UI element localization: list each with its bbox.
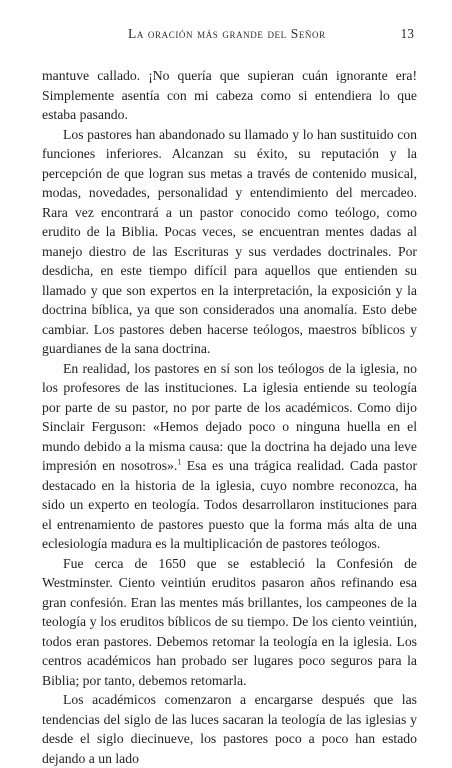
paragraph-1: mantuve callado. ¡No quería que supieran cuán ignorante era! Simplemente asentía con mi cabeza como si entendiera lo que estaba pasando. [42,68,417,122]
body-text [42,66,417,768]
paragraph-3-text-after-note: Esa es una trágica realidad. Cada pastor destacado en la historia de la iglesia, cuyo nombre reconozca, ha sido un experto en teología. Todos desarrollaron instituciones para el entrenamiento de pastores puesto que la forma más alta de una eclesiología madura es la multiplicación de pastores teólogos. [42,458,417,551]
paragraph-4: Fue cerca de 1650 que se estableció la Confesión de Westminster. Ciento veintiún eruditos pasaron años refinando esa gran confesión. Eran las mentes más brillantes, los campeones de la teología y los eruditos bíblicos de su tiempo. De los ciento veintiún, todos eran pastores. Debemos retomar la teología en la iglesia. Los centros académicos han probado ser lugares poco seguros para la Biblia; por tanto, debemos retomarla. [42,555,417,688]
paragraph-5: Los académicos comenzaron a encargarse después que las tendencias del siglo de las luces sacaran la teología de las iglesias y desde el siglo diecinueve, los pastores poco a poco han estado dejando a un lado [42,692,417,766]
paragraph-2: Los pastores han abandonado su llamado y lo han sustituido con funciones inferiores. Alcanzan su éxito, su reputación y la percepción de que logran sus metas a través de contenido musical, modas, novedades, personalidad y entendimiento del mercadeo. Rara vez encontrará a un pastor conocido como teólogo, como erudito de la Biblia. Pocas veces, se encuentran mentes dadas al manejo diestro de las Escrituras y sus verdades doctrinales. Por desdicha, en este tiempo difícil para aquellos que entienden su llamado y que son expertos en la interpretación, la exposición y la doctrina bíblica, ya que son considerados una anomalía. Esto debe cambiar. Los pastores deben hacerse teólogos, maestros bíblicos y guardianes de la sana doctrina. [42,126,417,356]
footnote-reference: 1 [177,457,182,467]
running-title: La oración más grande del Señor [128,26,326,41]
paragraph-3-text-before-note: En realidad, los pastores en sí son los teólogos de la iglesia, no los profesores de las instituciones. La iglesia entiende su teología por parte de su pastor, no por parte de los académicos. Como dijo Sinclair Ferguson: «Hemos dejado poco o ninguna huella en el mundo debido a la misma causa: que la doctrina ha dejado una leve impresión en nosotros». [42,360,417,473]
running-head [0,26,452,46]
paragraph-3 [42,359,417,554]
page-number: 13 [400,26,414,41]
